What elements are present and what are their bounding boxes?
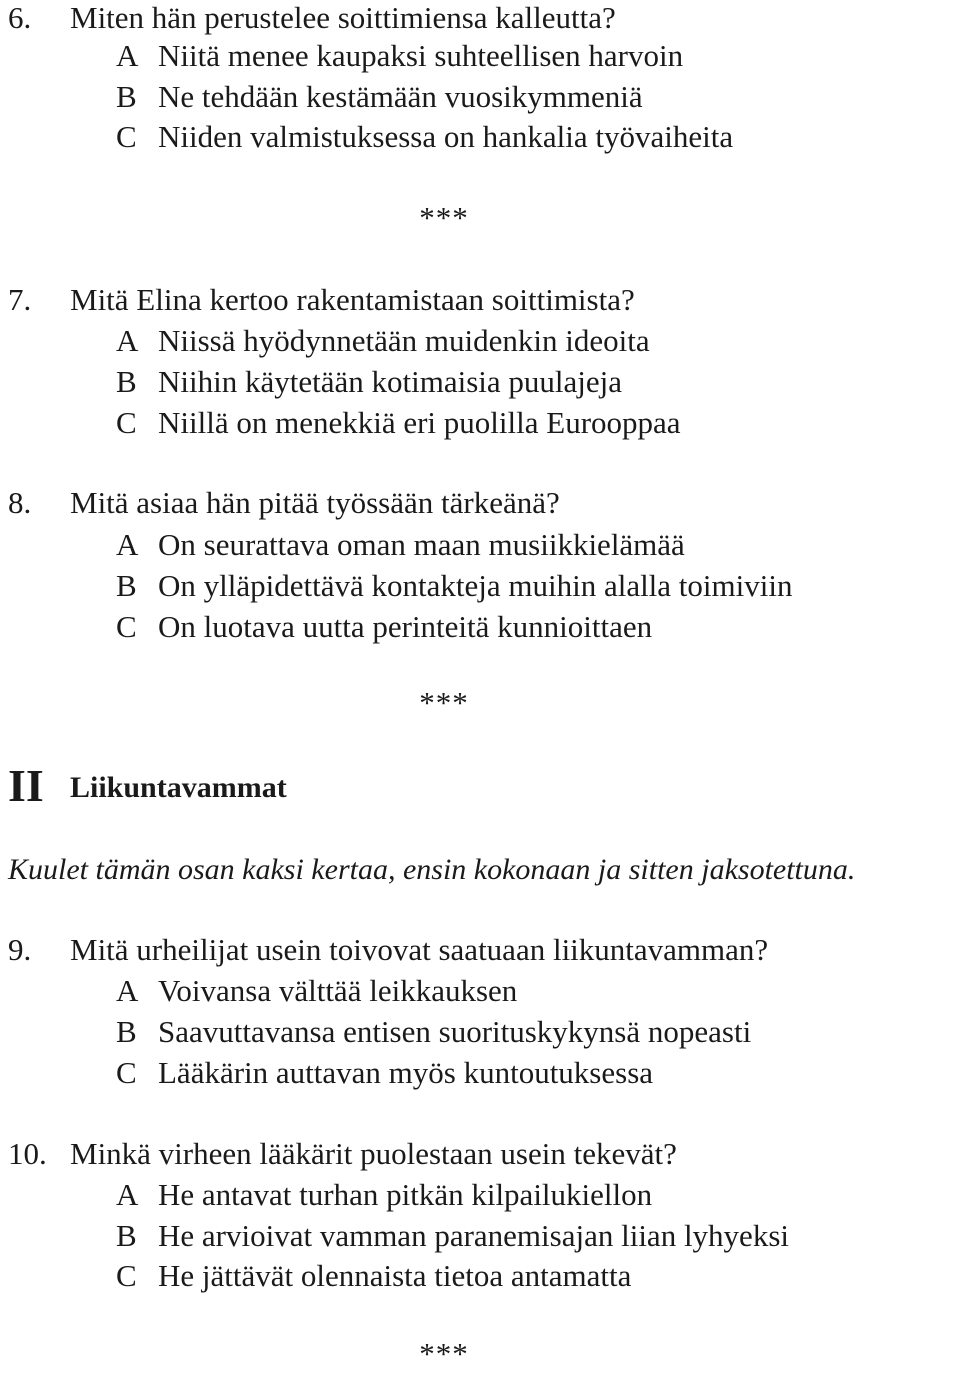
option-letter: B bbox=[116, 79, 137, 114]
option-text: He arvioivat vamman paranemisajan liian lyhyeksi bbox=[158, 1218, 789, 1253]
option-text: Niihin käytetään kotimaisia puulajeja bbox=[158, 364, 623, 399]
option-letter: B bbox=[116, 1218, 137, 1253]
question-number: 10. bbox=[8, 1136, 47, 1171]
question-text: Minkä virheen lääkärit puolestaan usein tekevät? bbox=[70, 1136, 677, 1171]
option-letter: B bbox=[116, 568, 137, 603]
section-instruction: Kuulet tämän osan kaksi kertaa, ensin kokonaan ja sitten jaksotettuna. bbox=[8, 853, 856, 886]
option-text: Niitä menee kaupaksi suhteellisen harvoin bbox=[158, 38, 684, 73]
question-number: 8. bbox=[8, 485, 32, 520]
option-letter: C bbox=[116, 609, 137, 644]
option-letter: C bbox=[116, 1258, 137, 1293]
separator-stars: *** bbox=[419, 685, 469, 720]
option-letter: B bbox=[116, 1014, 137, 1049]
option-text: On ylläpidettävä kontakteja muihin alalla toimiviin bbox=[158, 568, 793, 603]
question-text: Mitä Elina kertoo rakentamistaan soittimista? bbox=[70, 282, 635, 317]
option-text: On seurattava oman maan musiikkielämää bbox=[158, 527, 685, 562]
section-number: II bbox=[8, 760, 44, 811]
option-letter: A bbox=[116, 38, 139, 73]
option-text: Lääkärin auttavan myös kuntoutuksessa bbox=[158, 1055, 654, 1090]
question-text: Mitä asiaa hän pitää työssään tärkeänä? bbox=[70, 485, 560, 520]
question-number: 9. bbox=[8, 932, 32, 967]
option-letter: A bbox=[116, 323, 139, 358]
option-letter: A bbox=[116, 973, 139, 1008]
option-text: Niillä on menekkiä eri puolilla Eurooppaa bbox=[158, 405, 681, 440]
option-letter: B bbox=[116, 364, 137, 399]
option-text: On luotava uutta perinteitä kunnioittaen bbox=[158, 609, 653, 644]
option-letter: C bbox=[116, 405, 137, 440]
separator-stars: *** bbox=[419, 200, 469, 235]
option-letter: A bbox=[116, 527, 139, 562]
question-number: 6. bbox=[8, 0, 32, 35]
option-letter: A bbox=[116, 1177, 139, 1212]
question-number: 7. bbox=[8, 282, 32, 317]
option-text: Saavuttavansa entisen suorituskykynsä nopeasti bbox=[158, 1014, 752, 1049]
option-letter: C bbox=[116, 1055, 137, 1090]
option-text: Voivansa välttää leikkauksen bbox=[158, 973, 518, 1008]
option-text: He antavat turhan pitkän kilpailukiellon bbox=[158, 1177, 653, 1212]
option-text: Niiden valmistuksessa on hankalia työvaiheita bbox=[158, 119, 734, 154]
option-text: Ne tehdään kestämään vuosikymmeniä bbox=[158, 79, 643, 114]
question-text: Mitä urheilijat usein toivovat saatuaan liikuntavamman? bbox=[70, 932, 769, 967]
option-text: Niissä hyödynnetään muidenkin ideoita bbox=[158, 323, 650, 358]
option-letter: C bbox=[116, 119, 137, 154]
question-text: Miten hän perustelee soittimiensa kalleutta? bbox=[70, 0, 616, 35]
section-title: Liikuntavammat bbox=[70, 771, 287, 804]
option-text: He jättävät olennaista tietoa antamatta bbox=[158, 1258, 632, 1293]
separator-stars: *** bbox=[419, 1336, 469, 1371]
